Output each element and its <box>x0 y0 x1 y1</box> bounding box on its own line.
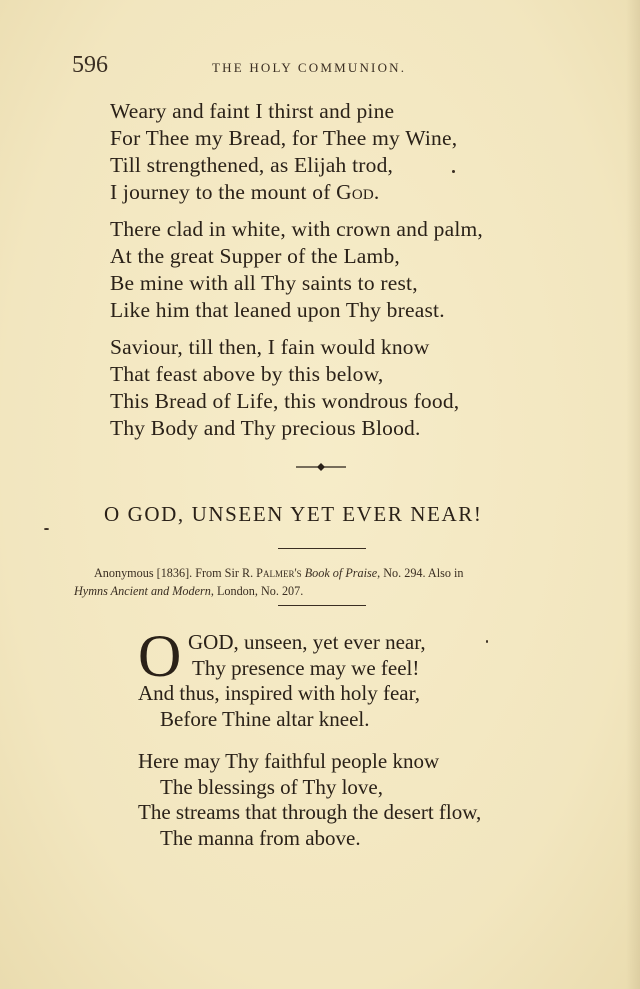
verse-line: The manna from above. <box>160 825 361 850</box>
source-rule-bottom <box>278 605 366 606</box>
verse-line-text: I journey to the mount of <box>110 180 331 204</box>
verse-line: And thus, inspired with holy fear, <box>138 681 421 705</box>
verse-line: For Thee my Bread, for Thee my Wine, <box>110 126 458 150</box>
verse-line: Saviour, till then, I fain would know <box>110 335 430 359</box>
verse-line: There clad in white, with crown and palm, <box>110 217 483 241</box>
verse-line: Thy Body and Thy precious Blood. <box>110 416 421 440</box>
hymn-source-note <box>74 564 574 600</box>
ink-speck <box>486 640 488 643</box>
hymn-title: O GOD, UNSEEN YET EVER NEAR! <box>104 502 483 526</box>
ink-speck <box>44 528 49 530</box>
hymn1-stanza-1 <box>110 98 457 206</box>
verse-line: That feast above by this below, <box>110 362 384 386</box>
verse-line: At the great Supper of the Lamb, <box>110 244 400 268</box>
source-text: , No. 294. Also in <box>377 566 464 580</box>
section-divider-ornament <box>296 460 346 474</box>
page-number: 596 <box>72 52 108 78</box>
small-caps-god: God. <box>336 180 380 204</box>
verse-line: This Bread of Life, this wondrous food, <box>110 389 460 413</box>
hymn2-stanza-1-bottom <box>138 681 420 732</box>
source-text: , London, No. 207. <box>210 584 304 598</box>
source-author: Palmer's <box>256 566 302 580</box>
ink-speck <box>452 170 455 173</box>
title-rule-top <box>278 548 366 549</box>
verse-line: Weary and faint I thirst and pine <box>110 99 395 123</box>
source-line-1 <box>74 564 574 582</box>
verse-line: GOD, unseen, yet ever near, <box>188 630 426 654</box>
verse-line: The streams that through the desert flow, <box>138 800 482 824</box>
hymn1-stanza-3 <box>110 334 459 442</box>
verse-line: Be mine with all Thy saints to rest, <box>110 271 418 295</box>
source-book: Book of Praise <box>304 566 378 580</box>
page-edge-shadow <box>626 0 640 989</box>
source-text: Anonymous [1836]. From Sir R. <box>94 566 257 580</box>
verse-line: Before Thine altar kneel. <box>160 706 370 731</box>
verse-line: Thy presence may we feel! <box>192 655 420 680</box>
running-head: THE HOLY COMMUNION. <box>212 60 407 75</box>
verse-line <box>110 179 457 206</box>
verse-line: Till strengthened, as Elijah trod, <box>110 153 394 177</box>
verse-line: The blessings of Thy love, <box>160 774 384 799</box>
verse-line: Here may Thy faithful people know <box>138 749 440 773</box>
verse-line: Like him that leaned upon Thy breast. <box>110 298 445 322</box>
page-header <box>72 52 572 82</box>
drop-cap: O <box>138 623 182 689</box>
hymn2-stanza-2 <box>138 749 481 851</box>
hymn2-stanza-1-top <box>188 630 426 681</box>
source-line-2 <box>74 582 574 600</box>
hymn1-stanza-2 <box>110 216 483 324</box>
source-book-2: Hymns Ancient and Modern <box>74 584 211 598</box>
